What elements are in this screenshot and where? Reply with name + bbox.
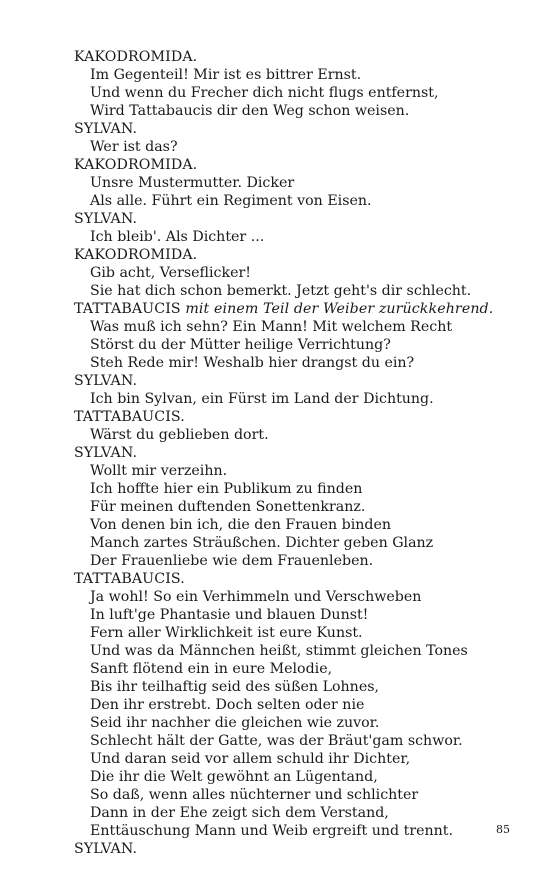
verse-line: Wärst du geblieben dort. — [90, 427, 269, 443]
verse-line: Gib acht, Verseflicker! — [90, 265, 251, 281]
verse-line: Was muß ich sehn? Ein Mann! Mit welchem Recht — [90, 319, 453, 335]
verse-line: In luft'ge Phantasie und blauen Dunst! — [90, 607, 369, 623]
speaker-name: SYLVAN. — [74, 121, 138, 137]
speaker-name: KAKODROMIDA. — [74, 157, 198, 173]
verse-line: Und wenn du Frecher dich nicht flugs entfernst, — [90, 85, 439, 101]
speaker-name: KAKODROMIDA. — [74, 247, 198, 263]
verse-line: Wer ist das? — [90, 139, 178, 155]
speaker-name: SYLVAN. — [74, 373, 138, 389]
verse-line: Ich bleib'. Als Dichter ... — [90, 229, 265, 245]
speaker-name: SYLVAN. — [74, 445, 138, 461]
verse-line: Ich hoffte hier ein Publikum zu finden — [90, 481, 363, 497]
verse-line: Der Frauenliebe wie dem Frauenleben. — [90, 553, 374, 569]
verse-line: Ich bin Sylvan, ein Fürst im Land der Dichtung. — [90, 391, 434, 407]
verse-line: Von denen bin ich, die den Frauen binden — [90, 517, 391, 533]
speaker-name: SYLVAN. — [74, 841, 138, 857]
verse-line: Störst du der Mütter heilige Verrichtung? — [90, 337, 391, 353]
verse-line: Dann in der Ehe zeigt sich dem Verstand, — [90, 805, 389, 821]
verse-line: Die ihr die Welt gewöhnt an Lügentand, — [90, 769, 378, 785]
verse-line: Manch zartes Sträußchen. Dichter geben Glanz — [90, 535, 434, 551]
verse-line: Schlecht hält der Gatte, was der Bräut'gam schwor. — [90, 733, 463, 749]
verse-line: Wird Tattabaucis dir den Weg schon weisen. — [90, 103, 410, 119]
speaker-name: TATTABAUCIS — [74, 301, 181, 317]
verse-line: Bis ihr teilhaftig seid des süßen Lohnes, — [90, 679, 380, 695]
verse-line: So daß, wenn alles nüchterner und schlichter — [90, 787, 419, 803]
verse-line: Und daran seid vor allem schuld ihr Dichter, — [90, 751, 411, 767]
verse-line: Sanft flötend ein in eure Melodie, — [90, 661, 333, 677]
speaker-with-stage-direction — [74, 300, 514, 318]
speaker-name: TATTABAUCIS. — [74, 409, 185, 425]
verse-line: Und was da Männchen heißt, stimmt gleichen Tones — [90, 643, 468, 659]
verse-line: Wollt mir verzeihn. — [90, 463, 228, 479]
stage-direction: mit einem Teil der Weiber zurückkehrend. — [185, 301, 494, 317]
verse-line: Sie hat dich schon bemerkt. Jetzt geht's dir schlecht. — [90, 283, 472, 299]
page-number: 85 — [496, 823, 510, 836]
verse-line: Fern aller Wirklichkeit ist eure Kunst. — [90, 625, 363, 641]
verse-line: Für meinen duftenden Sonettenkranz. — [90, 499, 366, 515]
verse-line: Seid ihr nachher die gleichen wie zuvor. — [90, 715, 380, 731]
speaker-name: TATTABAUCIS. — [74, 571, 185, 587]
verse-line: Im Gegenteil! Mir ist es bittrer Ernst. — [90, 67, 362, 83]
verse-line: Als alle. Führt ein Regiment von Eisen. — [90, 193, 372, 209]
verse-line: Ja wohl! So ein Verhimmeln und Verschweben — [90, 589, 422, 605]
speaker-name: SYLVAN. — [74, 211, 138, 227]
speaker-name: KAKODROMIDA. — [74, 49, 198, 65]
verse-line: Den ihr erstrebt. Doch selten oder nie — [90, 697, 365, 713]
verse-line: Enttäuschung Mann und Weib ergreift und trennt. — [90, 823, 453, 839]
verse-line: Unsre Mustermutter. Dicker — [90, 175, 295, 191]
verse-line: Steh Rede mir! Weshalb hier drangst du ein? — [90, 355, 415, 371]
play-text-page — [74, 48, 514, 858]
